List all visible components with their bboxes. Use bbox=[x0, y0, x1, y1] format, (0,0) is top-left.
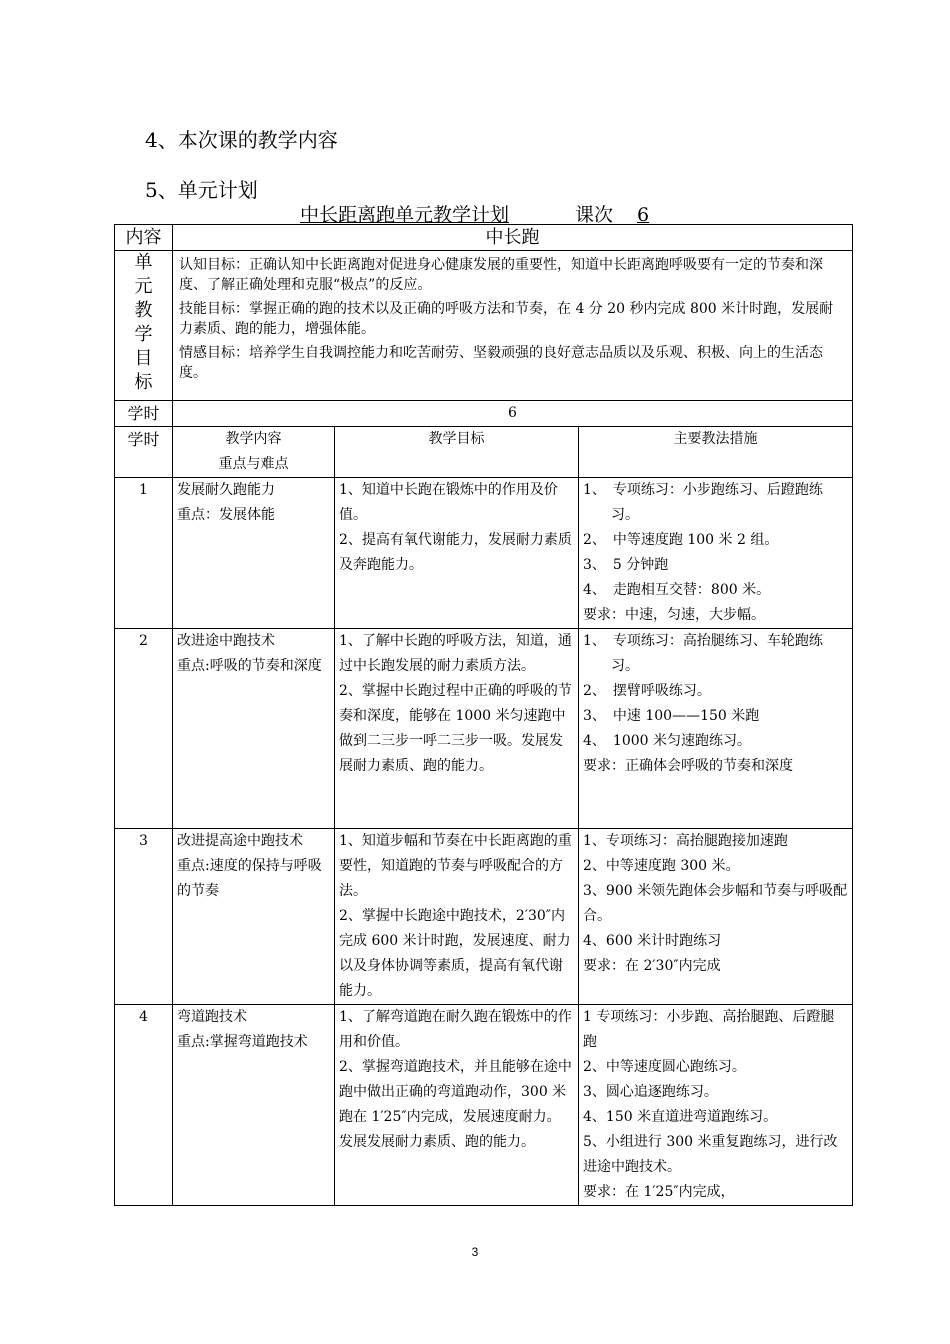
unit-plan-table bbox=[114, 224, 853, 1206]
row-goals: 1、了解中长跑的呼吸方法，知道，通过中长跑发展的耐力素质方法。 2、掌握中长跑过程中正确的呼吸的节奏和深度，能够在 1000 米匀速跑中做到二三步一呼二三步一吸。发展发展耐力素质、跑的能力。 bbox=[335, 629, 579, 829]
lesson-label: 课次 bbox=[575, 204, 614, 226]
row-number: 4 bbox=[115, 1005, 173, 1206]
row-content: 发展耐久跑能力 重点：发展体能 bbox=[173, 478, 335, 629]
col-header-content: 教学内容 重点与难点 bbox=[173, 427, 335, 478]
skill-objective: 技能目标：掌握正确的跑的技术以及正确的呼吸方法和节奏，在 4 分 20 秒内完成 800 米计时跑，发展耐力素质、跑的能力，增强体能。 bbox=[179, 301, 834, 337]
objective-label: 单 元 教 学 目 标 bbox=[115, 251, 173, 401]
row-content: 弯道跑技术 重点:掌握弯道跑技术 bbox=[173, 1005, 335, 1206]
col-header-methods: 主要教法措施 bbox=[579, 427, 853, 478]
content-value: 中长跑 bbox=[173, 225, 853, 251]
hours-row bbox=[115, 401, 853, 427]
row-content: 改进提高途中跑技术 重点:速度的保持与呼吸的节奏 bbox=[173, 829, 335, 1005]
row-requirement: 要求：在 2′30″内完成 bbox=[583, 958, 721, 974]
row-number: 3 bbox=[115, 829, 173, 1005]
table-row bbox=[115, 629, 853, 829]
row-methods: 1、专项练习：高抬腿跑接加速跑 2、中等速度跑 300 米。 3、900 米领先跑体会步幅和节奏与呼吸配合。 4、600 米计时跑练习 要求：在 2′30″内完成 bbox=[579, 829, 853, 1005]
row-methods: 1 专项练习：小步跑、高抬腿跑、后蹬腿跑 2、中等速度圆心跑练习。 3、圆心追逐跑练习。 4、150 米直道进弯道跑练习。 5、小组进行 300 米重复跑练习，进行改进途中跑技术。 要求：在 1′25″内完成， bbox=[579, 1005, 853, 1206]
col-header-hours: 学时 bbox=[115, 427, 173, 478]
row-goals: 1、知道步幅和节奏在中长距离跑的重要性，知道跑的节奏与呼吸配合的方法。 2、掌握中长跑途中跑技术，2′30″内完成 600 米计时跑，发展速度、耐力以及身体协调等素质，提高有氧代谢能力。 bbox=[335, 829, 579, 1005]
content-label: 内容 bbox=[115, 225, 173, 251]
table-row bbox=[115, 829, 853, 1005]
plan-title-main: 中长距离跑单元教学计划 bbox=[300, 204, 510, 226]
row-number: 1 bbox=[115, 478, 173, 629]
section-heading-content: 4、本次课的教学内容 bbox=[145, 128, 338, 152]
objectives-row bbox=[115, 251, 853, 401]
plan-title bbox=[300, 200, 673, 227]
row-requirement: 要求：中速，匀速，大步幅。 bbox=[583, 607, 765, 623]
row-requirement: 要求：正确体会呼吸的节奏和深度 bbox=[583, 758, 793, 774]
objectives-text bbox=[173, 251, 853, 401]
affective-objective: 情感目标：培养学生自我调控能力和吃苦耐劳、坚毅顽强的良好意志品质以及乐观、积极、向上的生活态度。 bbox=[179, 345, 823, 381]
content-row bbox=[115, 225, 853, 251]
row-content: 改进途中跑技术 重点:呼吸的节奏和深度 bbox=[173, 629, 335, 829]
lesson-number: 6 bbox=[636, 204, 650, 226]
page-number: 3 bbox=[471, 1245, 479, 1259]
section-heading-unit-plan: 5、单元计划 bbox=[145, 178, 258, 202]
row-methods: 1、 专项练习：小步跑练习、后蹬跑练习。 2、 中等速度跑 100 米 2 组。 3、 5 分钟跑 4、 走跑相互交替：800 米。 要求：中速，匀速，大步幅。 bbox=[579, 478, 853, 629]
col-header-goal: 教学目标 bbox=[335, 427, 579, 478]
row-requirement: 要求：在 1′25″内完成， bbox=[583, 1184, 735, 1200]
table-row bbox=[115, 478, 853, 629]
hours-label: 学时 bbox=[115, 401, 173, 427]
row-goals: 1、知道中长跑在锻炼中的作用及价值。 2、提高有氧代谢能力，发展耐力素质及奔跑能力。 bbox=[335, 478, 579, 629]
row-goals: 1、了解弯道跑在耐久跑在锻炼中的作用和价值。 2、掌握弯道跑技术，并且能够在途中跑中做出正确的弯道跑动作，300 米跑在 1′25″内完成，发展速度耐力。发展发展耐力素质、跑的能力。 bbox=[335, 1005, 579, 1206]
column-header-row bbox=[115, 427, 853, 478]
row-methods: 1、 专项练习：高抬腿练习、车轮跑练习。 2、 摆臂呼吸练习。 3、 中速 100——150 米跑 4、 1000 米匀速跑练习。 要求：正确体会呼吸的节奏和深度 bbox=[579, 629, 853, 829]
hours-value: 6 bbox=[173, 401, 853, 427]
row-number: 2 bbox=[115, 629, 173, 829]
table-row bbox=[115, 1005, 853, 1206]
cognitive-objective: 认知目标：正确认知中长距离跑对促进身心健康发展的重要性，知道中长距离跑呼吸要有一定的节奏和深度、了解正确处理和克服“极点”的反应。 bbox=[179, 257, 823, 293]
